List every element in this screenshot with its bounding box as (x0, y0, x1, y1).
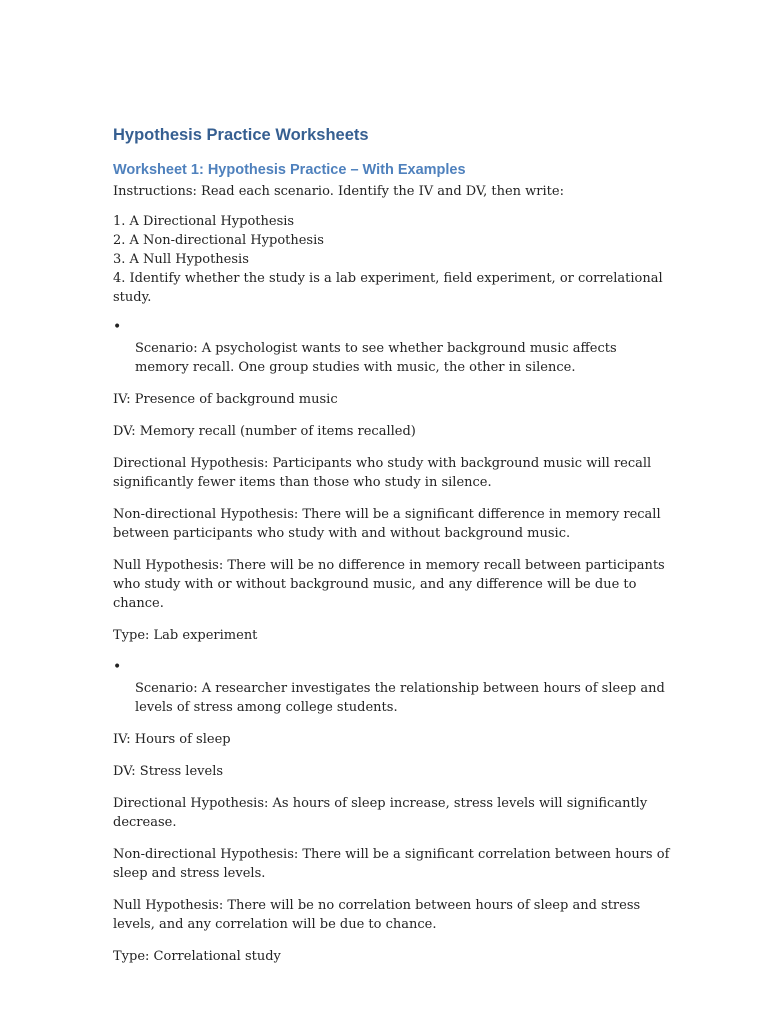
dv-text: DV: Memory recall (number of items recalled) (113, 424, 416, 439)
list-item: 4. Identify whether the study is a lab experiment, field experiment, or correlational study. (113, 271, 663, 305)
document-title: Hypothesis Practice Worksheets (113, 126, 369, 144)
non-directional-hypothesis: Non-directional Hypothesis: There will be a significant difference in memory recall between participants who study with and without background music. (113, 507, 661, 541)
example-block-1 (113, 318, 673, 645)
scenario-text: Scenario: A researcher investigates the relationship between hours of sleep and levels of stress among college students. (135, 681, 665, 715)
list-item: 1. A Directional Hypothesis (113, 214, 295, 229)
iv-text: IV: Presence of background music (113, 392, 338, 407)
non-directional-hypothesis: Non-directional Hypothesis: There will be a significant correlation between hours of sleep and stress levels. (113, 847, 670, 881)
iv-text: IV: Hours of sleep (113, 732, 231, 747)
document-body (113, 124, 673, 979)
bullet-marker: • (113, 319, 122, 335)
directional-hypothesis: Directional Hypothesis: As hours of sleep increase, stress levels will significantly decrease. (113, 796, 648, 830)
list-item: 2. A Non-directional Hypothesis (113, 233, 324, 248)
study-type: Type: Lab experiment (113, 628, 258, 643)
scenario-text: Scenario: A psychologist wants to see whether background music affects memory recall. One group studies with music, the other in silence. (135, 341, 617, 375)
null-hypothesis: Null Hypothesis: There will be no correlation between hours of sleep and stress levels, and any correlation will be due to chance. (113, 898, 641, 932)
example-block-2 (113, 658, 673, 966)
bullet-marker: • (113, 659, 122, 675)
steps-list (113, 212, 673, 307)
list-item: 3. A Null Hypothesis (113, 252, 249, 267)
directional-hypothesis: Directional Hypothesis: Participants who study with background music will recall significantly fewer items than those who study in silence. (113, 456, 652, 490)
dv-text: DV: Stress levels (113, 764, 224, 779)
worksheet-heading: Worksheet 1: Hypothesis Practice – With Examples (113, 162, 466, 178)
instructions-text: Instructions: Read each scenario. Identify the IV and DV, then write: (113, 184, 564, 199)
null-hypothesis: Null Hypothesis: There will be no difference in memory recall between participants who study with or without background music, and any difference will be due to chance. (113, 558, 665, 611)
study-type: Type: Correlational study (113, 949, 281, 964)
